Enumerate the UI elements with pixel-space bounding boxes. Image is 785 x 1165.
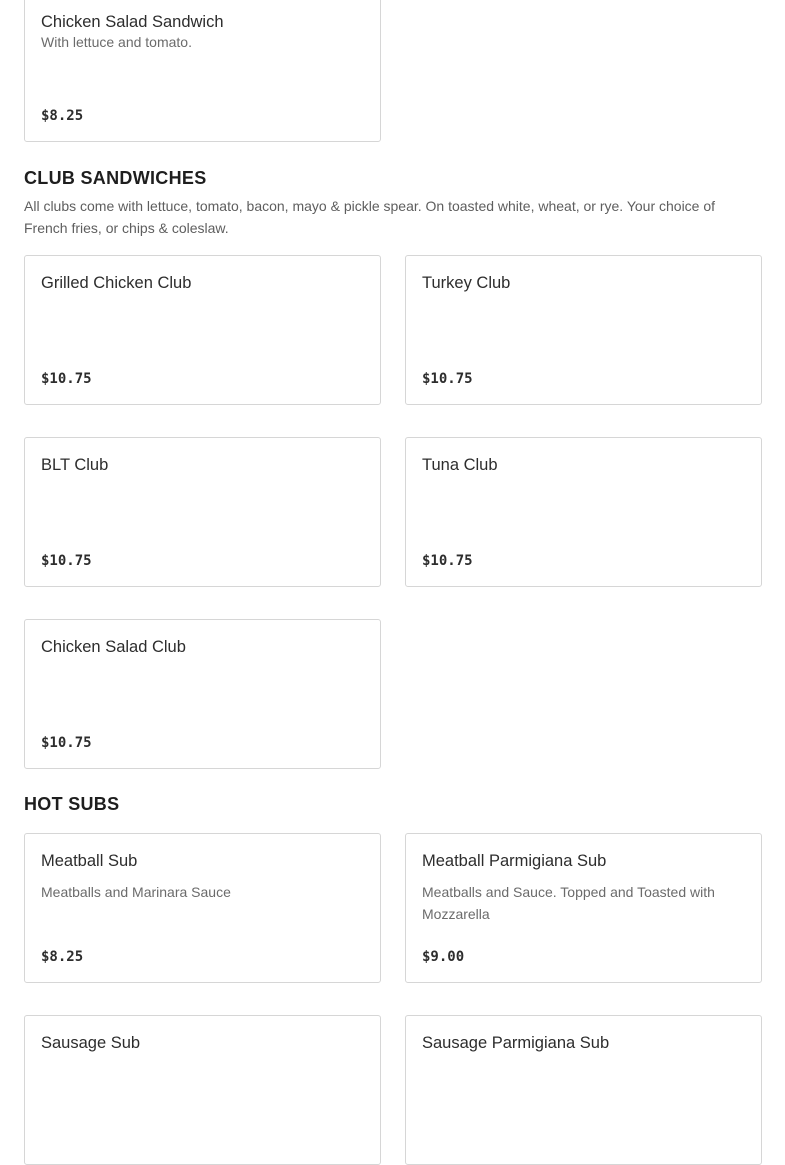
menu-item-card-grilled-chicken-club[interactable]	[24, 255, 381, 405]
menu-item-price: $10.75	[41, 553, 92, 569]
menu-item-name: Chicken Salad Club	[41, 638, 186, 656]
menu-item-name: Sausage Parmigiana Sub	[422, 1034, 610, 1052]
menu-item-card-sausage-sub[interactable]	[24, 1015, 381, 1165]
menu-item-card-meatball-sub[interactable]	[24, 833, 381, 983]
menu-item-card-chicken-salad-club[interactable]	[24, 619, 381, 769]
menu-item-name: Chicken Salad Sandwich	[41, 13, 224, 31]
menu-item-card-sausage-parmigiana-sub[interactable]	[405, 1015, 762, 1165]
menu-item-price: $8.25	[41, 108, 84, 124]
menu-item-name: Meatball Sub	[41, 852, 138, 870]
menu-item-price: $9.00	[422, 949, 465, 965]
menu-item-card-tuna-club[interactable]	[405, 437, 762, 587]
menu-item-price: $8.25	[41, 949, 84, 965]
menu-item-card-meatball-parmigiana-sub[interactable]	[405, 833, 762, 983]
menu-item-name: BLT Club	[41, 456, 109, 474]
menu-item-name: Grilled Chicken Club	[41, 274, 192, 292]
menu-item-price: $10.75	[41, 371, 92, 387]
menu-item-name: Tuna Club	[422, 456, 498, 474]
menu-item-price: $10.75	[422, 553, 473, 569]
menu-item-name: Turkey Club	[422, 274, 511, 292]
menu-item-price: $10.75	[41, 735, 92, 751]
menu-item-price: $10.75	[422, 371, 473, 387]
section-title-club-sandwiches: CLUB SANDWICHES	[24, 168, 207, 188]
menu-item-name: Sausage Sub	[41, 1034, 141, 1052]
section-title-hot-subs: HOT SUBS	[24, 794, 120, 814]
menu-item-name: Meatball Parmigiana Sub	[422, 852, 607, 870]
section-description-club-sandwiches: All clubs come with lettuce, tomato, bacon, mayo & pickle spear. On toasted white, wheat, or rye. Your choice of French fries, or chips & coleslaw.	[24, 198, 716, 236]
menu-item-card-blt-club[interactable]	[24, 437, 381, 587]
menu-item-description: With lettuce and tomato.	[41, 34, 192, 50]
menu-item-card-turkey-club[interactable]	[405, 255, 762, 405]
menu-item-description: Meatballs and Marinara Sauce	[41, 884, 231, 900]
menu-item-card-chicken-salad-sandwich[interactable]	[24, 0, 381, 142]
menu-item-description: Meatballs and Sauce. Topped and Toasted with Mozzarella	[422, 884, 715, 922]
